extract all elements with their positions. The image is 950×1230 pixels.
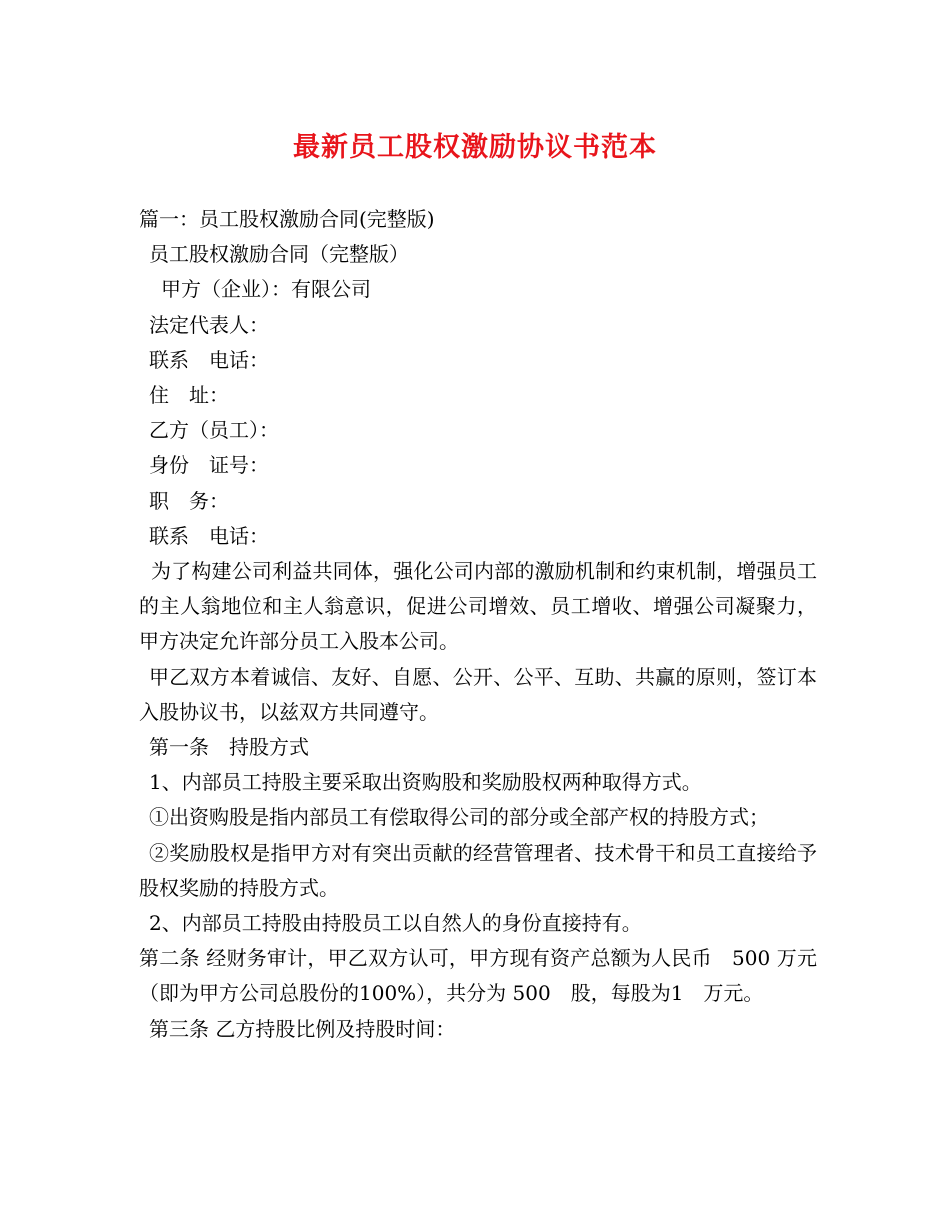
- article-2-paragraph: [139, 941, 817, 1011]
- position-line: 职 务：: [149, 488, 229, 513]
- document-title: 最新员工股权激励协议书范本: [293, 132, 657, 163]
- article-1-item-1: 1、内部员工持股主要采取出资购股和奖励股权两种取得方式。: [149, 770, 702, 795]
- article-1-item-2: 2、内部员工持股由持股员工以自然人的身份直接持有。: [149, 911, 642, 936]
- article-1-heading: 第一条 持股方式: [149, 735, 309, 760]
- preamble-paragraph: [139, 554, 817, 660]
- article-3-heading: 第三条 乙方持股比例及持股时间：: [149, 1016, 456, 1041]
- article-1-subitem-2: [139, 836, 817, 906]
- address-line: 住 址：: [149, 383, 229, 408]
- article-1-subitem-1: ①出资购股是指内部员工有偿取得公司的部分或全部产权的持股方式；: [149, 805, 769, 830]
- legal-rep-line: 法定代表人：: [149, 312, 269, 337]
- principles-paragraph: [139, 660, 817, 730]
- article-2-text: 第二条 经财务审计，甲乙双方认可，甲方现有资产总额为人民币 500 万元（即为甲方公司总股份的100%），共分为 500 股，每股为1 万元。: [139, 946, 817, 1006]
- party-a-phone-line: 联系 电话：: [149, 347, 269, 372]
- document-body: [139, 202, 817, 1047]
- party-b-line: 乙方（员工）：: [149, 418, 279, 443]
- principles-text: 甲乙双方本着诚信、友好、自愿、公开、公平、互助、共赢的原则，签订本入股协议书，以兹双方共同遵守。: [139, 664, 817, 724]
- party-a-line: 甲方（企业）：有限公司: [161, 277, 371, 302]
- preamble-text: 为了构建公司利益共同体，强化公司内部的激励机制和约束机制，增强员工的主人翁地位和主人翁意识，促进公司增效、员工增收、增强公司凝聚力，甲方决定允许部分员工入股本公司。: [139, 559, 817, 654]
- article-1-subitem-2-text: ②奖励股权是指甲方对有突出贡献的经营管理者、技术骨干和员工直接给予股权奖励的持股方式。: [139, 840, 817, 900]
- id-number-line: 身份 证号：: [149, 453, 269, 478]
- party-b-phone-line: 联系 电话：: [149, 523, 269, 548]
- section-heading: 篇一：员工股权激励合同(完整版): [139, 207, 435, 231]
- contract-title-line: 员工股权激励合同（完整版）: [149, 242, 409, 267]
